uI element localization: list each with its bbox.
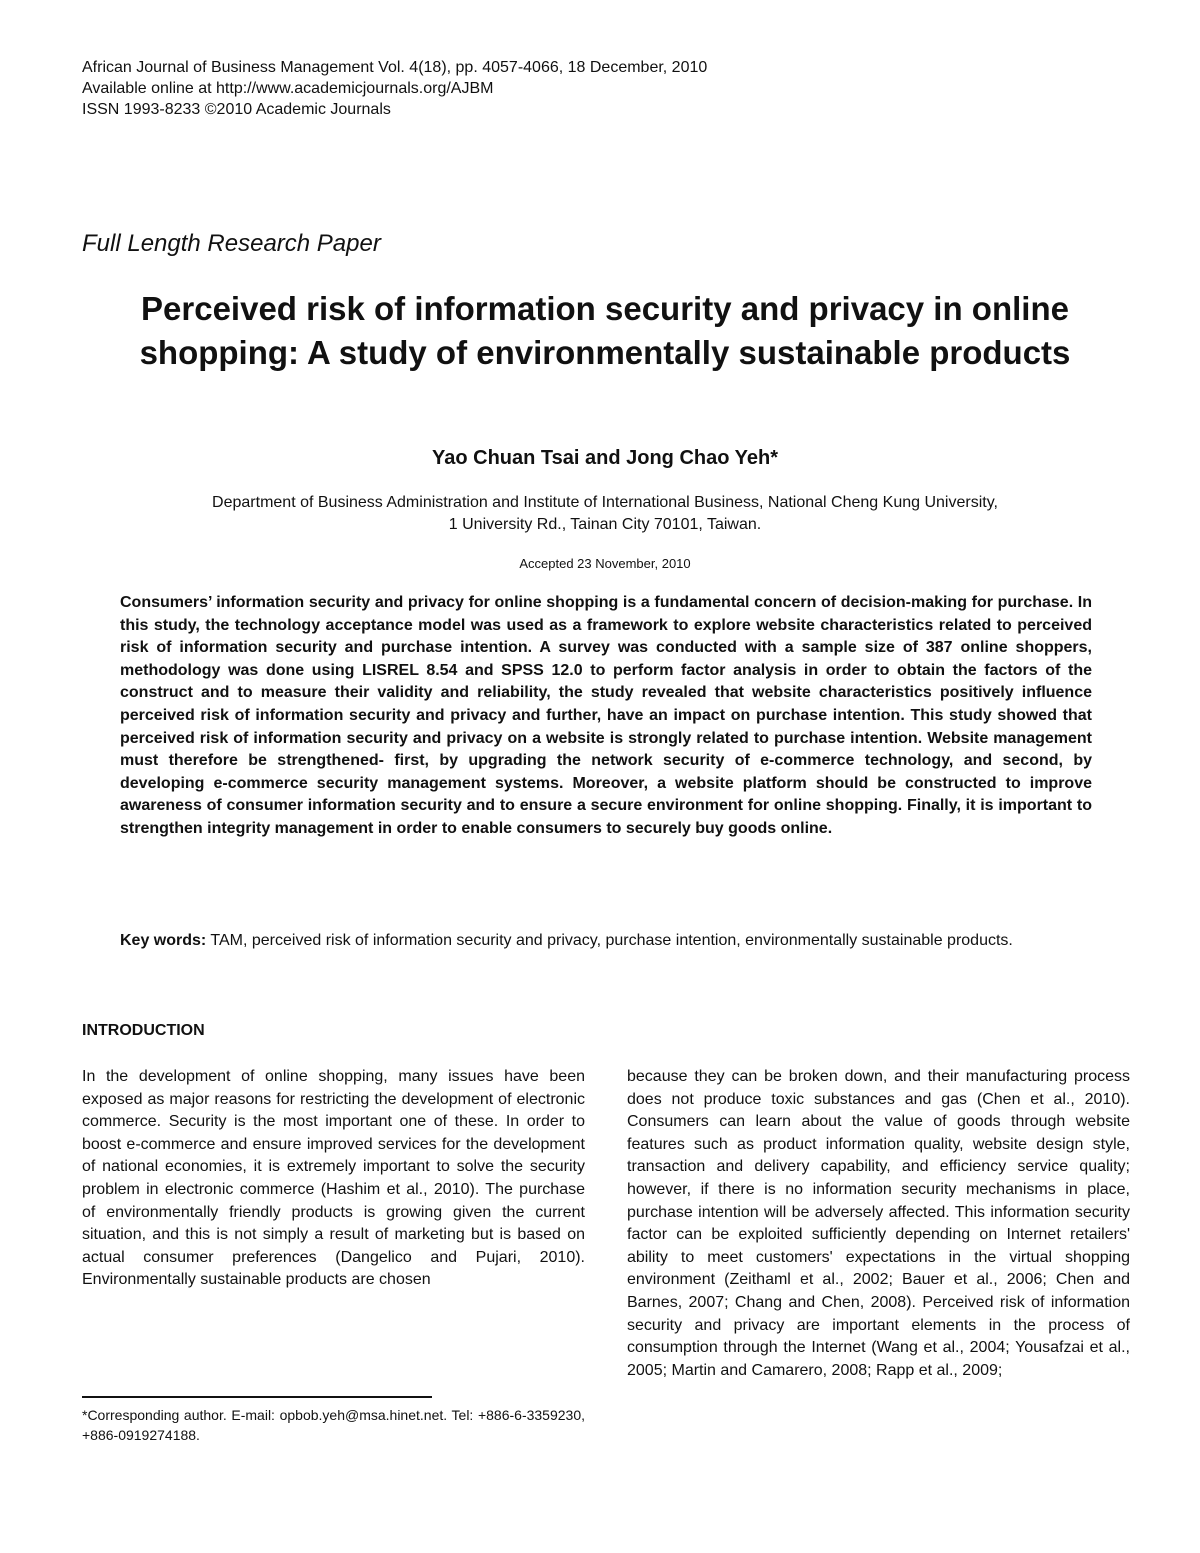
journal-citation: African Journal of Business Management Vol. 4(18), pp. 4057-4066, 18 December, 2010 xyxy=(82,59,708,76)
journal-issn: ISSN 1993-8233 ©2010 Academic Journals xyxy=(82,101,391,118)
introduction-heading: INTRODUCTION xyxy=(82,1022,205,1039)
journal-header xyxy=(82,57,882,120)
introduction-left-column: In the development of online shopping, many issues have been exposed as major reasons for restricting the development of electronic commerce. Security is the most important one of these. In order to boost e-commerce and ensure improved services for the development of national economies, it is extremely important to solve the security problem in electronic commerce (Hashim et al., 2010). The purchase of environmentally friendly products is growing given the current situation, and this is not simply a result of marketing but is based on actual consumer preferences (Dangelico and Pujari, 2010). Environmentally sustainable products are chosen xyxy=(82,1068,585,1289)
paper-title: Perceived risk of information security and privacy in online shopping: A study of environmentally sustainable products xyxy=(139,290,1071,371)
accepted-date: Accepted 23 November, 2010 xyxy=(519,556,691,571)
introduction-right-column: because they can be broken down, and their manufacturing process does not produce toxic substances and gas (Chen et al., 2010). Consumers can learn about the value of goods through website features such as product information quality, website design style, transaction and delivery capability, and efficiency service quality; however, if there is no information security mechanisms in place, purchase intention will be adversely affected. This information security factor can be exploited sufficiently depending on Internet retailers' ability to meet customers' expectations in the virtual shopping environment (Zeithaml et al., 2002; Bauer et al., 2006; Chen and Barnes, 2007; Chang and Chen, 2008). Perceived risk of information security and privacy are important elements in the process of consumption through the Internet (Wang et al., 2004; Yousafzai et al., 2005; Martin and Camarero, 2008; Rapp et al., 2009; xyxy=(627,1068,1130,1379)
author-affiliation xyxy=(100,492,1110,536)
keywords xyxy=(120,930,1092,953)
author-list: Yao Chuan Tsai and Jong Chao Yeh* xyxy=(432,447,778,469)
paper-type-label: Full Length Research Paper xyxy=(82,230,381,257)
footnote-divider xyxy=(82,1396,432,1398)
keywords-text: TAM, perceived risk of information security and privacy, purchase intention, environmentally sustainable products. xyxy=(206,932,1013,949)
affiliation-line-2: 1 University Rd., Tainan City 70101, Taiwan. xyxy=(448,516,762,533)
affiliation-line-1: Department of Business Administration and Institute of International Business, National Cheng Kung University, xyxy=(212,494,998,511)
journal-url: Available online at http://www.academicjournals.org/AJBM xyxy=(82,80,494,97)
corresponding-author-footnote: *Corresponding author. E-mail: opbob.yeh@msa.hinet.net. Tel: +886-6-3359230, +886-0919274188. xyxy=(82,1407,585,1443)
abstract: Consumers’ information security and privacy for online shopping is a fundamental concern of decision-making for purchase. In this study, the technology acceptance model was used as a framework to explore website characteristics related to perceived risk of information security and purchase intention. A survey was conducted with a sample size of 387 online shoppers, methodology was done using LISREL 8.54 and SPSS 12.0 to perform factor analysis in order to obtain the factors of the construct and to measure their validity and reliability, the study revealed that website characteristics positively influence perceived risk of information security and privacy and further, have an impact on purchase intention. This study showed that perceived risk of information security and privacy on a website is strongly related to purchase intention. Website management must therefore be strengthened- first, by upgrading the network security of e-commerce technology, and second, by developing e-commerce security management systems. Moreover, a website platform should be constructed to improve awareness of consumer information security and to ensure a secure environment for online shopping. Finally, it is important to strengthen integrity management in order to enable consumers to securely buy goods online. xyxy=(120,594,1092,837)
keywords-label: Key words: xyxy=(120,932,207,949)
